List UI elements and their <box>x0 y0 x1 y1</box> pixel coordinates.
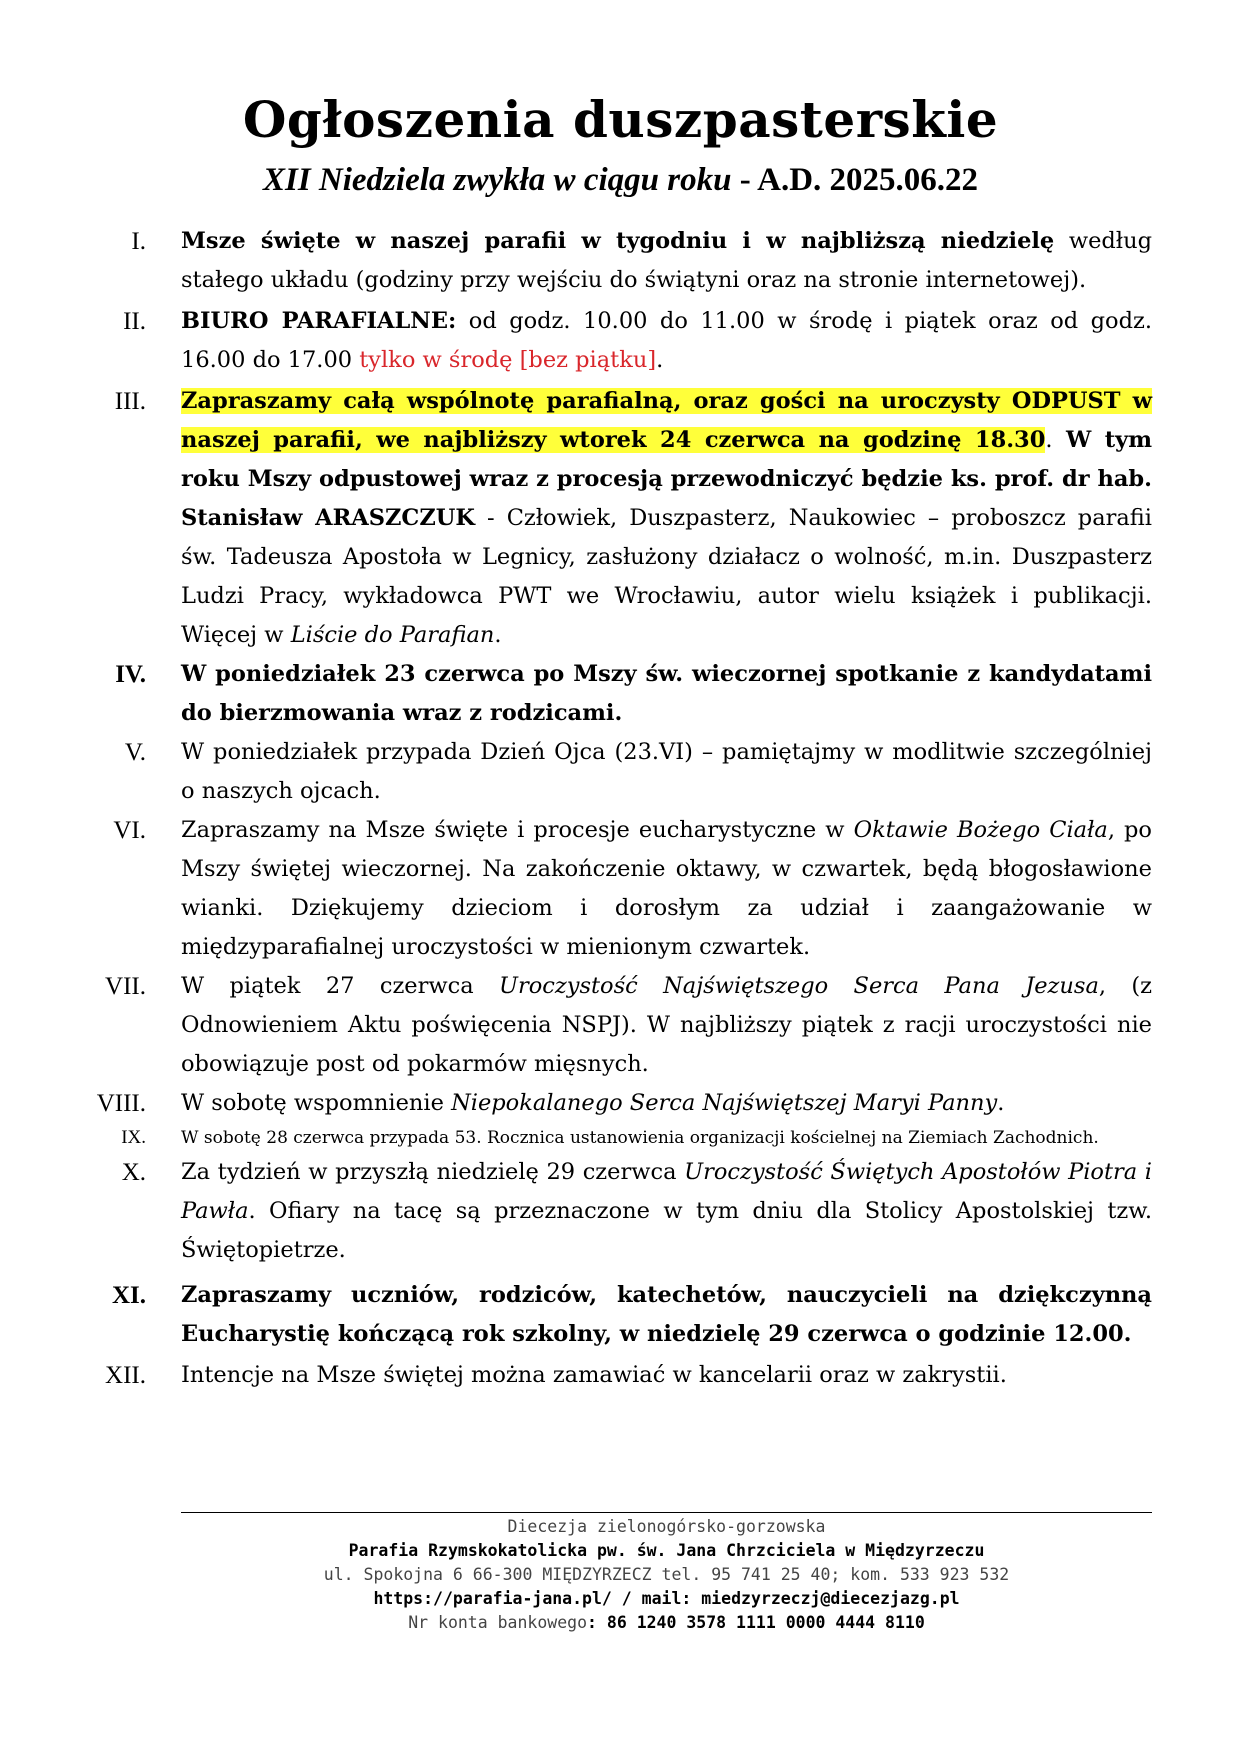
announcement-plain-text: . Ofiary na tacę są przeznaczone w tym dniu dla Stolicy Apostolskiej tzw. Świętopietrze. <box>181 1198 1152 1263</box>
parish-name: Parafia Rzymskokatolicka pw. św. Jana Chrzciciela w Międzyrzeczu <box>348 1541 985 1560</box>
announcement-number: VI. <box>113 817 146 844</box>
announcement-number: I. <box>131 228 146 255</box>
announcement-text <box>181 222 1152 300</box>
sunday-date: - A.D. 2025.06.22 <box>731 162 979 198</box>
announcement-italic-text: Niepokalanego Serca Najświętszej Maryi Panny <box>451 1090 998 1116</box>
diocese-name: Diecezja zielonogórsko-gorzowska <box>507 1517 826 1536</box>
announcement-number: X. <box>121 1159 146 1186</box>
announcement-end-text: . <box>494 622 502 648</box>
announcement-text <box>181 655 1152 733</box>
announcement-bold-text: Zapraszamy uczniów, rodziców, katechetów, nauczycieli na dziękczynną Eucharystię kończącą rok szkolny, w niedzielę 29 czerwca o godzinie 12.00. <box>181 1282 1152 1347</box>
announcement-item <box>0 1123 1241 1153</box>
bank-account-colon: : <box>587 1613 597 1632</box>
announcement-item <box>0 1356 1241 1395</box>
announcement-text: W sobotę 28 czerwca przypada 53. Rocznica ustanowienia organizacji kościelnej na Ziemiach Zachodnich. <box>181 1128 1099 1148</box>
announcement-plain-text: Zapraszamy na Msze święte i procesje eucharystyczne w <box>181 817 854 843</box>
bank-account-line <box>181 1611 1152 1635</box>
mail-label: mail: <box>641 1589 692 1608</box>
website-link[interactable]: https://parafia-jana.pl/ <box>373 1589 612 1608</box>
announcement-end-text: . <box>656 347 664 373</box>
announcement-text <box>181 811 1152 967</box>
announcement-italic-text: Liście do Parafian <box>290 622 495 648</box>
announcement-text: Intencje na Msze świętej można zamawiać w kancelarii oraz w zakrystii. <box>181 1362 1007 1388</box>
announcement-plain-text: W piątek 27 czerwca <box>181 973 500 999</box>
announcement-highlight-text: Zapraszamy całą wspólnotę parafialną, oraz gości na uroczysty ODPUST w naszej parafii, we najbliższy wtorek 24 czerwca na godzinę 18.30 <box>181 388 1152 453</box>
announcement-text <box>181 1276 1152 1354</box>
announcement-number: XI. <box>111 1282 146 1309</box>
announcement-italic-text: Uroczystość Najświętszego Serca Pana Jezusa <box>499 973 1099 999</box>
announcement-text <box>181 967 1152 1084</box>
announcement-bold-text: Msze święte w naszej parafii w tygodniu i w najbliższą niedzielę <box>181 228 1055 254</box>
announcement-plain-text: W sobotę wspomnienie <box>181 1090 452 1116</box>
announcement-number: II. <box>123 308 146 335</box>
contact-line <box>181 1587 1152 1611</box>
announcement-item <box>0 1276 1241 1354</box>
announcement-plain-text: , (z Odnowieniem Aktu poświęcenia NSPJ). W najbliższy piątek z racji uroczystości nie obowiązuje post od pokarmów mięsnych. <box>181 973 1153 1077</box>
announcement-number: IV. <box>115 661 146 688</box>
announcement-item <box>0 967 1241 1084</box>
announcement-bold-text: W tym roku Mszy odpustowej wraz z procesją przewodniczyć będzie ks. prof. dr hab. Stanisław ARASZCZUK <box>181 427 1152 531</box>
announcement-red-note: tylko w środę [bez piątku] <box>359 347 657 373</box>
page-subtitle <box>0 158 1241 202</box>
announcement-bold-text: BIURO PARAFIALNE: <box>181 308 457 334</box>
announcement-plain-text: , po Mszy świętej wieczornej. Na zakończenie oktawy, w czwartek, będą błogosławione wianki. Dziękujemy dzieciom i dorosłym za udział i zaangażowanie w międzyparafialnej uroczystości w mienionym czwartek. <box>181 817 1152 960</box>
announcement-number: XII. <box>105 1362 146 1389</box>
announcement-punctuation: . <box>1045 427 1053 453</box>
announcement-italic-text: Oktawie Bożego Ciała <box>853 817 1108 843</box>
parish-address: ul. Spokojna 6 66-300 MIĘDZYRZECZ tel. 95 741 25 40; kom. 533 923 532 <box>323 1565 1010 1584</box>
announcement-item <box>0 1153 1241 1270</box>
announcement-item <box>0 733 1241 811</box>
announcement-text <box>181 1153 1152 1270</box>
announcement-number: VII. <box>105 973 146 1000</box>
announcement-item <box>0 811 1241 967</box>
announcement-bold-text: W poniedziałek 23 czerwca po Mszy św. wieczornej spotkanie z kandydatami do bierzmowania wraz z rodzicami. <box>181 661 1152 726</box>
parish-footer <box>181 1512 1152 1635</box>
announcement-plain-text: od godz. 10.00 do 11.00 w środę i piątek oraz od godz. 16.00 do 17.00 <box>181 308 1152 373</box>
bank-account-label: Nr konta bankowego <box>408 1613 588 1632</box>
announcement-plain-text: Za tydzień w przyszłą niedzielę 29 czerwca <box>181 1159 685 1185</box>
announcement-plain-text: . <box>997 1090 1005 1116</box>
announcements-list <box>0 222 1241 1395</box>
announcement-plain-text: - Człowiek, Duszpasterz, Naukowiec – proboszcz parafii św. Tadeusza Apostoła w Legnicy, zasłużony działacz o wolność, m.in. Duszpasterz Ludzi Pracy, wykładowca PWT we Wrocławiu, autor wielu książek i publikacji. Więcej w <box>181 505 1152 648</box>
announcement-item <box>0 1084 1241 1123</box>
contact-separator: / <box>611 1589 642 1608</box>
announcement-plain-text: według stałego układu (godziny przy wejściu do świątyni oraz na stronie internetowej). <box>181 228 1152 293</box>
announcement-italic-text: Uroczystość Świętych Apostołów Piotra i Pawła <box>181 1159 1152 1224</box>
announcement-text <box>181 1084 1152 1123</box>
announcement-text: W poniedziałek przypada Dzień Ojca (23.VI) – pamiętajmy w modlitwie szczególniej o naszych ojcach. <box>181 739 1152 804</box>
announcement-text <box>181 382 1152 655</box>
page-title: Ogłoszenia duszpasterskie <box>242 90 999 149</box>
announcement-item <box>0 382 1241 655</box>
sunday-name: XII Niedziela zwykła w ciągu roku <box>262 162 732 198</box>
announcement-number: VIII. <box>96 1090 146 1117</box>
bank-account-number: 86 1240 3578 1111 0000 4444 8110 <box>596 1613 925 1632</box>
announcement-item <box>0 222 1241 300</box>
announcement-text <box>181 302 1152 380</box>
announcement-item <box>0 655 1241 733</box>
announcement-item <box>0 302 1241 380</box>
email-link[interactable]: miedzyrzeczj@diecezjazg.pl <box>701 1589 960 1608</box>
announcement-number: IX. <box>121 1127 146 1148</box>
announcement-number: III. <box>114 388 146 415</box>
announcement-number: V. <box>124 739 146 766</box>
